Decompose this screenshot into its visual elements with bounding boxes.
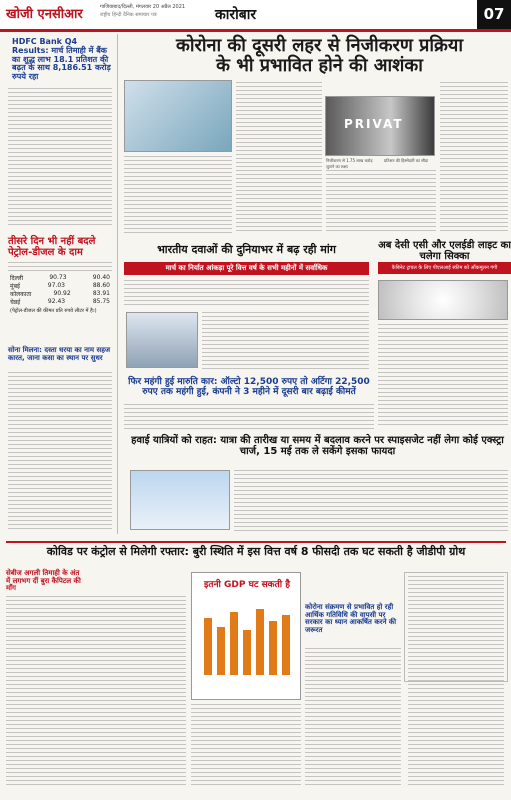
gdp-body-col4 xyxy=(408,576,504,786)
photo-caption: प्रतिशत की हिस्सेदारी का सौदा xyxy=(384,158,429,163)
gdp-body-col1 xyxy=(6,596,186,786)
car-photo xyxy=(126,312,198,368)
led-headline: अब देसी एसी और एलईडी लाइट का चलेगा सिक्का xyxy=(378,240,511,262)
pharma-body-text xyxy=(124,280,369,308)
vaccine-photo xyxy=(124,80,232,152)
pharma-headline: भारतीय दवाओं की दुनियाभर में बढ़ रही मांग xyxy=(157,243,336,256)
city-name: मुंबई xyxy=(10,283,20,290)
tagline: राष्ट्रीय हिन्दी दैनिक समाचार पत्र xyxy=(100,12,157,18)
gold-headline: सोना मिलना: दस्ता धरया का नाम सहज कारत, जाना कसा का स्थान पर सुधर xyxy=(8,346,111,362)
petrol-price: 90.92 xyxy=(53,290,71,297)
gdp-bar xyxy=(269,621,277,675)
hdfc-headline: HDFC Bank Q4 Results: मार्च तिमाही में बैंक का शुद्ध लाभ 18.1 प्रतिशत की बढ़त के साथ 8,186.51 करोड़ रुपये रहा xyxy=(12,37,111,82)
petrol-price: 92.43 xyxy=(47,298,66,305)
diesel-price: 88.60 xyxy=(92,282,110,289)
fuel-body-text xyxy=(8,262,112,272)
petrol-price: 90.73 xyxy=(49,274,67,281)
maruti-body-text xyxy=(124,404,374,432)
lead-body-col1 xyxy=(236,82,322,234)
masthead xyxy=(0,0,511,32)
gdp-infographic-title: इतनी GDP घट सकती है xyxy=(204,580,290,590)
airfare-body-text xyxy=(234,470,508,534)
gdp-headline: कोविड पर कंट्रोल से मिलेगी रफ्तार: बुरी स्थिति में इस वित्त वर्ष 8 फीसदी तक घट सकती है जीडीपी ग्रोथ xyxy=(6,541,506,558)
gdp-bar xyxy=(217,627,225,675)
gold-body-text xyxy=(8,372,112,532)
section-title: कारोबार xyxy=(215,7,257,23)
gdp-left-subhead: सेबीज अगली तिमाही के अंत में लगभग दीं बुरा कैपिटल की माँग xyxy=(6,569,81,593)
led-body-text xyxy=(378,324,508,428)
photo-caption: निजीकरण से 1.75 लाख करोड़ जुटाने का लक्ष्य xyxy=(326,158,373,169)
privatization-photo xyxy=(325,96,435,156)
table-row xyxy=(10,282,110,290)
diesel-price: 83.91 xyxy=(92,290,110,297)
pharma-body-text-2 xyxy=(202,312,369,372)
gdp-bar xyxy=(243,630,251,675)
gdp-bar xyxy=(282,615,290,675)
lead-body-col3 xyxy=(440,82,508,234)
gdp-pull-quote: कोरोना संक्रमण से प्रभावित हो रही आर्थिक गतिविधि की वापसी पर सरकार का ध्यान आकर्षित करने की जरूरत xyxy=(305,603,397,635)
hdfc-body-text xyxy=(8,88,112,228)
lead-headline-line1: कोरोना की दूसरी लहर से निजीकरण प्रक्रिया xyxy=(176,35,463,56)
fuel-price-table xyxy=(10,274,110,314)
gdp-bar xyxy=(230,612,238,675)
gdp-bar xyxy=(256,609,264,675)
petrol-price: 97.03 xyxy=(47,282,65,289)
newspaper-logo: खोजी एनसीआर xyxy=(6,7,83,22)
gdp-bar-chart xyxy=(202,605,292,675)
lead-body-col0 xyxy=(124,156,232,236)
maruti-headline: फिर महंगी हुई मारुति कार: ऑल्टो 12,500 रुपए तो अर्टिगा 22,500 रुपए तक महंगी हुई, कंपनी ने 3 महीने में दूसरी बार बढ़ाई कीमतें xyxy=(128,377,370,397)
table-row xyxy=(10,298,110,306)
gdp-bar xyxy=(204,618,212,675)
fuel-price-headline: तीसरे दिन भी नहीं बदले पेट्रोल-डीजल के दाम xyxy=(8,236,96,258)
fuel-note: (पेट्रोल-डीजल की कीमत प्रति रुपये लीटर में है।) xyxy=(10,308,97,314)
diesel-price: 90.40 xyxy=(92,274,110,281)
issue-date: गाजियाबाद/दिल्ली, मंगलवार 20 अप्रैल 2021 xyxy=(100,4,186,10)
gdp-body-col3 xyxy=(305,648,401,786)
diesel-price: 85.75 xyxy=(92,298,110,305)
plane-photo xyxy=(130,470,230,530)
city-name: कोलकाता xyxy=(10,291,32,298)
lead-headline-line2: के भी प्रभावित होने की आशंका xyxy=(216,54,423,76)
privat-sign: PRIVAT xyxy=(344,117,404,131)
lead-headline xyxy=(128,36,511,76)
table-row xyxy=(10,290,110,298)
table-row xyxy=(10,274,110,282)
gdp-infographic xyxy=(191,572,301,700)
led-subhead-band: कैबिनेट ट्रायल के लिए पीएलआई स्कीम को औंकमूलन गंगी xyxy=(378,262,511,274)
spicejet-headline: हवाई यात्रियों को राहत: यात्रा की तारीख या समय में बदलाव करने पर स्पाइसजेट नहीं लेगा कोई एक्स्ट्रा चार्ज, 15 मई तक ले सकेंगे इसका फायदा xyxy=(131,435,504,457)
city-name: दिल्ली xyxy=(10,275,24,282)
page-number: 07 xyxy=(477,0,511,29)
city-name: चेन्नई xyxy=(10,299,21,306)
gdp-body-col2 xyxy=(191,704,301,786)
lead-body-col2 xyxy=(326,170,436,234)
bulb-photo xyxy=(378,280,508,320)
pharma-banner: मार्च का निर्यात आंकड़ा पूरे वित्त वर्ष के सभी महीनों में सर्वाधिक xyxy=(124,262,369,275)
